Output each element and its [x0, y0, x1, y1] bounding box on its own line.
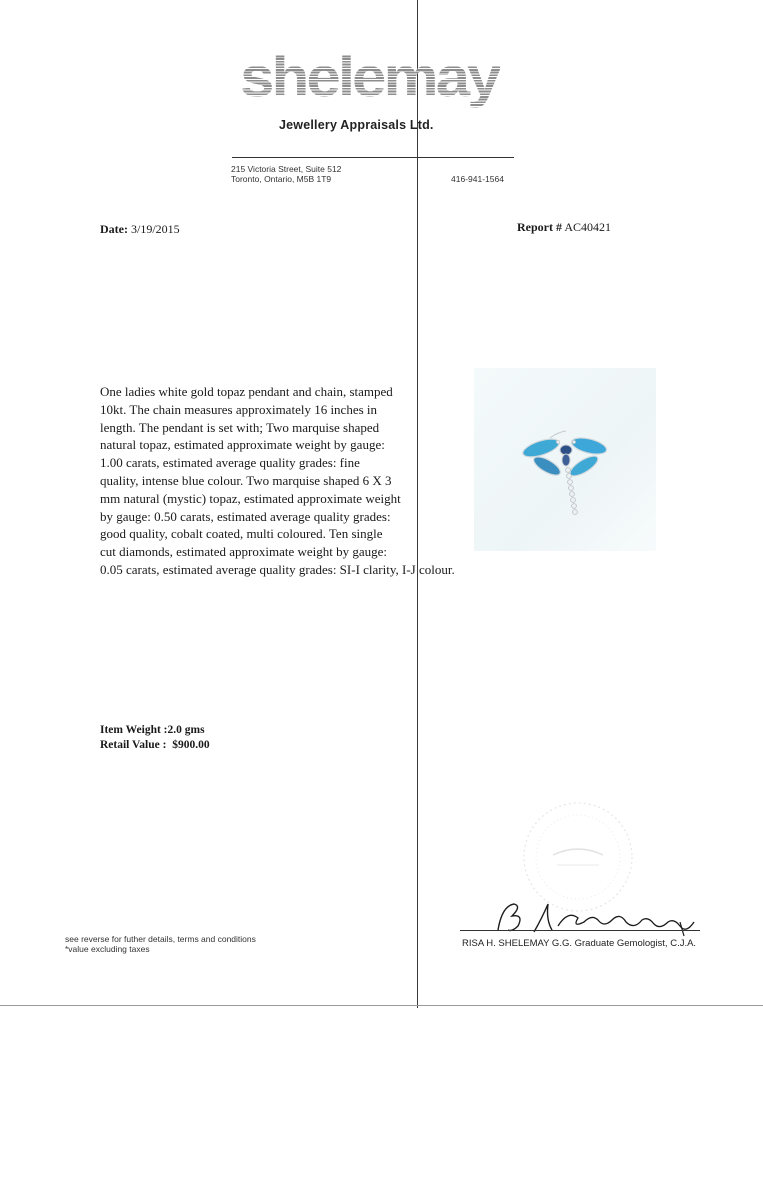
description-line: quality, intense blue colour. Two marquise shaped 6 X 3: [100, 472, 392, 488]
retail-value-amount: $900.00: [172, 739, 210, 751]
date-field: [100, 222, 180, 237]
description-line: by gauge: 0.50 carats, estimated average quality grades:: [100, 508, 391, 524]
retail-value-row: [100, 738, 210, 753]
pendant-photo: [474, 368, 656, 551]
date-label: Date:: [100, 222, 128, 236]
appraiser-signature: [488, 892, 708, 940]
date-value: 3/19/2015: [130, 222, 180, 236]
company-logo: [240, 38, 500, 118]
item-weight-label: Item Weight :: [100, 724, 168, 736]
terms-note: see reverse for futher details, terms and conditions: [65, 934, 256, 944]
description-line: 10kt. The chain measures approximately 16 inches in: [100, 401, 378, 417]
dragonfly-pendant-image: [474, 368, 656, 551]
valuation-block: [100, 723, 210, 753]
logo-word: shelemay: [240, 42, 500, 114]
signature-line: [460, 930, 700, 931]
description-line: 1.00 carats, estimated average quality grades: fine: [100, 455, 360, 471]
appraiser-name: RISA H. SHELEMAY G.G. Graduate Gemologist, C.J.A.: [462, 938, 697, 949]
tax-note: *value excluding taxes: [65, 944, 150, 954]
address-line-1: 215 Victoria Street, Suite 512: [231, 164, 342, 174]
letterhead-divider: [232, 157, 514, 158]
signature-graphic: [488, 892, 708, 940]
company-name: Jewellery Appraisals Ltd.: [279, 118, 434, 132]
report-value: AC40421: [564, 220, 612, 234]
address-line-2: Toronto, Ontario, M5B 1T9: [231, 174, 332, 184]
description-line: cut diamonds, estimated approximate weight by gauge:: [100, 544, 388, 560]
scan-horizontal-line: [0, 1005, 763, 1006]
report-label: Report #: [517, 220, 562, 234]
description-line: 0.05 carats, estimated average quality grades: SI-I clarity, I-J colour.: [100, 561, 455, 577]
phone-number: 416-941-1564: [451, 174, 504, 184]
description-line: good quality, cobalt coated, multi coloured. Ten single: [100, 526, 383, 542]
item-weight-value: 2.0 gms: [167, 724, 205, 736]
item-weight-row: [100, 723, 210, 738]
report-number-field: [517, 220, 611, 235]
item-description: [100, 383, 530, 579]
description-line: natural topaz, estimated approximate weight by gauge:: [100, 437, 385, 453]
description-line: length. The pendant is set with; Two marquise shaped: [100, 419, 380, 435]
description-line: One ladies white gold topaz pendant and chain, stamped: [100, 384, 393, 399]
retail-value-label: Retail Value :: [100, 739, 167, 751]
description-line: mm natural (mystic) topaz, estimated approximate weight: [100, 490, 401, 506]
